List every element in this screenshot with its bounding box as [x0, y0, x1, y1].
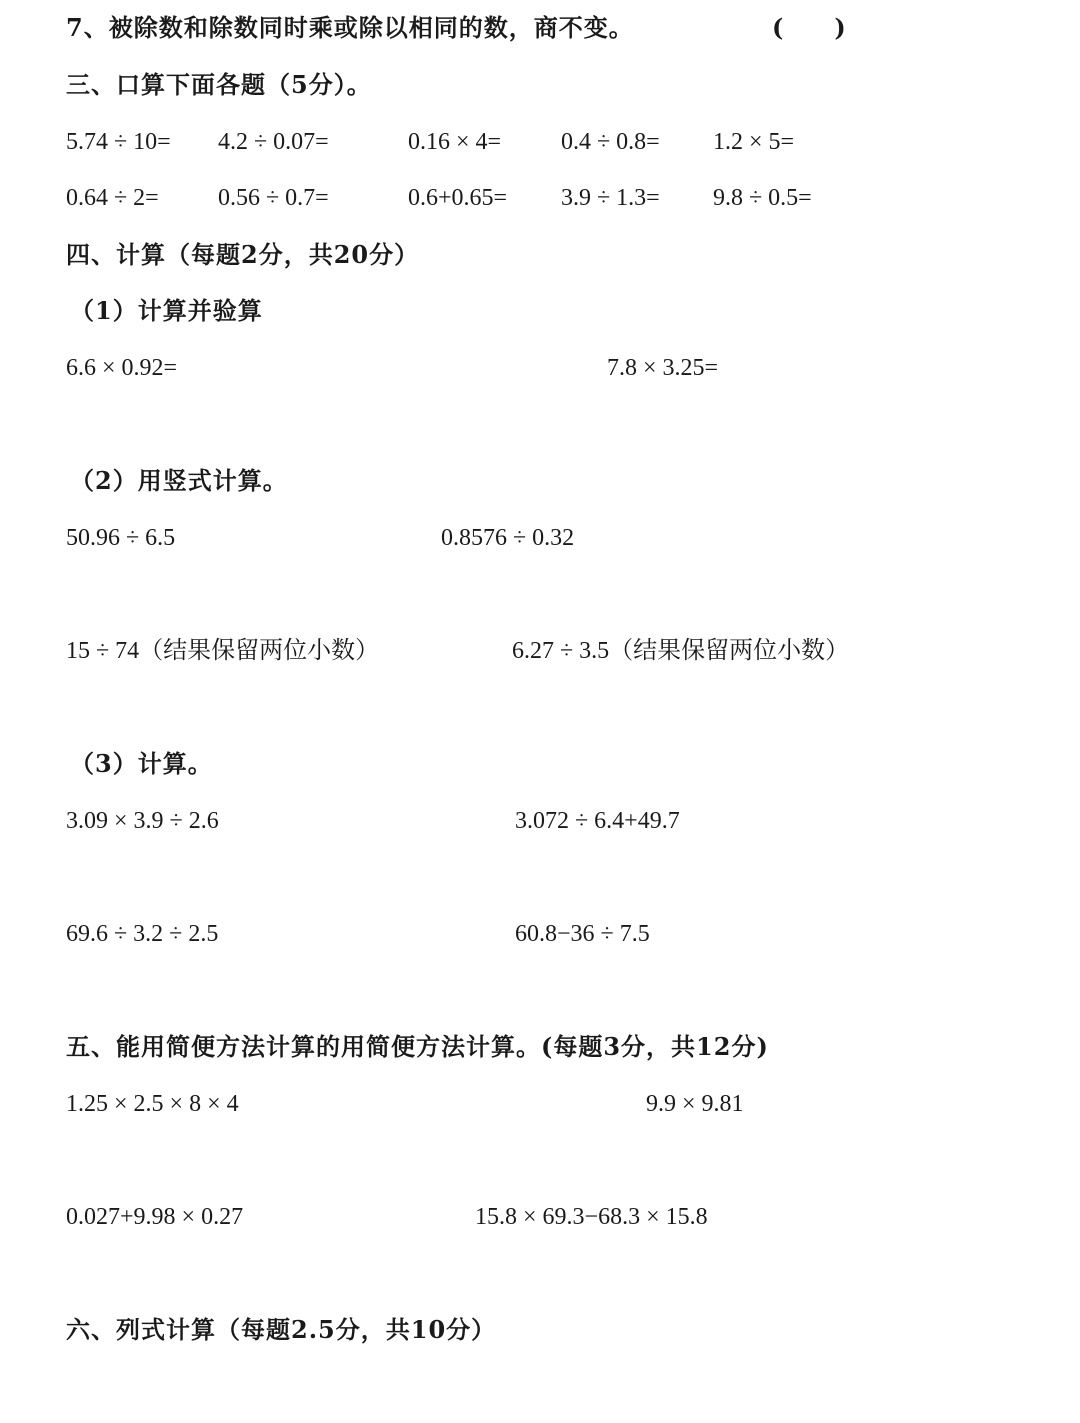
calc-problem: 6.6 × 0.92= — [66, 355, 178, 381]
oral-problem: 4.2 ÷ 0.07= — [218, 129, 329, 155]
oral-problem: 0.56 ÷ 0.7= — [218, 185, 329, 211]
calc-problem: 15 ÷ 74（结果保留两位小数） — [66, 638, 380, 664]
section-4-title: 四、计算（每题2分，共20分） — [66, 240, 420, 269]
calc-problem: 7.8 × 3.25= — [607, 355, 719, 381]
oral-problem: 0.6+0.65= — [408, 185, 508, 211]
oral-problem: 1.2 × 5= — [713, 129, 795, 155]
part-3-title: （3）计算。 — [70, 749, 213, 778]
calc-problem: 6.27 ÷ 3.5（结果保留两位小数） — [512, 638, 850, 664]
oral-problem: 0.16 × 4= — [408, 129, 502, 155]
answer-bracket: ( ) — [772, 13, 847, 42]
question-7-text: 7、被除数和除数同时乘或除以相同的数，商不变。 — [66, 13, 634, 42]
calc-problem: 3.072 ÷ 6.4+49.7 — [515, 808, 680, 834]
simplify-problem: 15.8 × 69.3−68.3 × 15.8 — [475, 1204, 708, 1230]
calc-problem: 50.96 ÷ 6.5 — [66, 525, 176, 551]
section-5-title: 五、能用简便方法计算的用简便方法计算。(每题3分，共12分) — [66, 1032, 769, 1061]
calc-problem: 3.09 × 3.9 ÷ 2.6 — [66, 808, 219, 834]
calc-problem: 69.6 ÷ 3.2 ÷ 2.5 — [66, 921, 219, 947]
simplify-problem: 1.25 × 2.5 × 8 × 4 — [66, 1091, 239, 1117]
oral-problem: 0.4 ÷ 0.8= — [561, 129, 660, 155]
oral-problem: 0.64 ÷ 2= — [66, 185, 159, 211]
part-1-title: （1）计算并验算 — [70, 296, 263, 325]
simplify-problem: 9.9 × 9.81 — [646, 1091, 744, 1117]
calc-problem: 60.8−36 ÷ 7.5 — [515, 921, 650, 947]
section-6-title: 六、列式计算（每题2.5分，共10分） — [66, 1315, 497, 1344]
calc-problem: 0.8576 ÷ 0.32 — [441, 525, 575, 551]
oral-problem: 3.9 ÷ 1.3= — [561, 185, 660, 211]
oral-problem: 9.8 ÷ 0.5= — [713, 185, 812, 211]
simplify-problem: 0.027+9.98 × 0.27 — [66, 1204, 244, 1230]
oral-problem: 5.74 ÷ 10= — [66, 129, 171, 155]
section-3-title: 三、口算下面各题（5分）。 — [66, 70, 372, 99]
part-2-title: （2）用竖式计算。 — [70, 466, 288, 495]
